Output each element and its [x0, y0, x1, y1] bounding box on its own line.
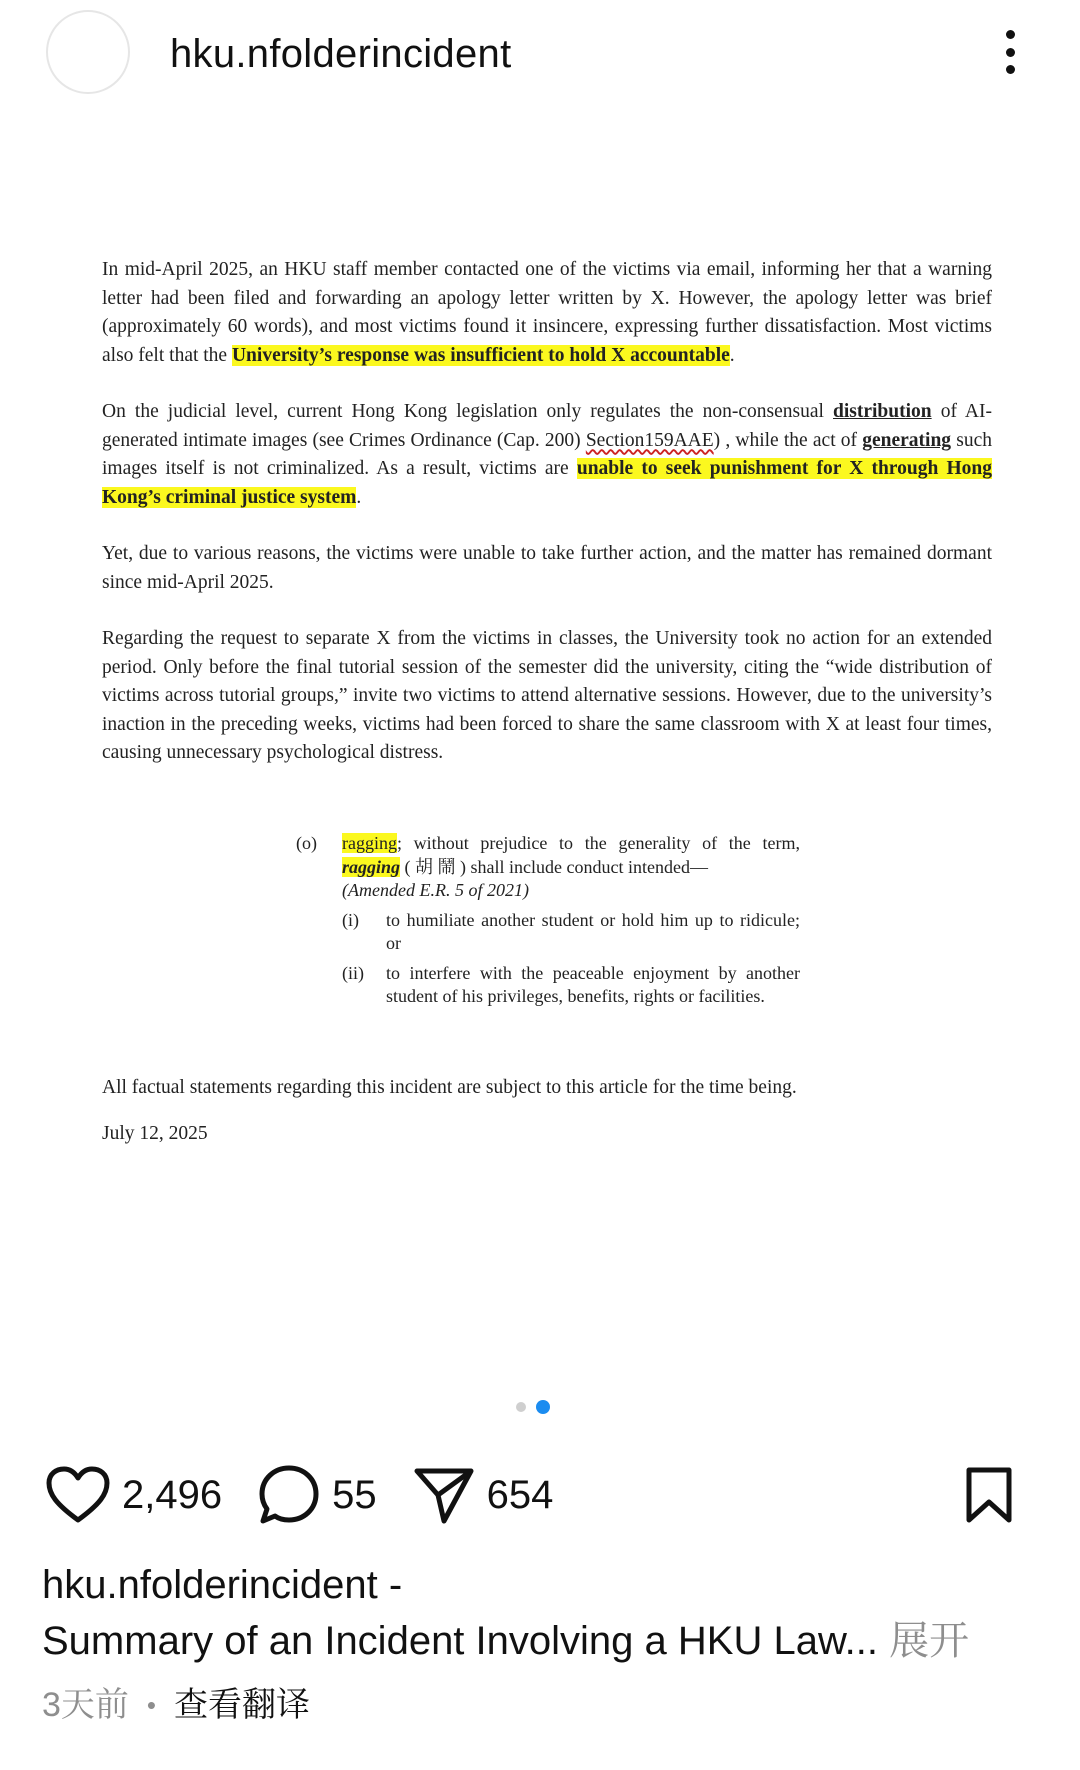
statute-item-text: to interfere with the peaceable enjoyment by another student of his privileges, benefits, rights or facilities. [386, 962, 800, 1006]
highlighted-text: unable to seek punishment for X through Hong Kong’s criminal justice system [102, 458, 992, 508]
paragraph-text: . [729, 344, 735, 366]
paragraph-classes: Regarding the request to separate X from the victims in classes, the University took no action for an extended period. Only before the final tutorial session of the semester did the university, citing the “wide distribution of victims across tutorial groups,” invite two victims to attend alternative sessions. However, due to the university’s inaction in the preceding weeks, victims had been forced to share the same classroom with X at least four times, causing unnecessary psychological distress. [102, 628, 992, 763]
statute-text: ( 胡 鬧 ) shall include conduct intended— [400, 856, 708, 877]
statute-term: ragging [342, 856, 401, 877]
share-button[interactable] [413, 1465, 554, 1525]
comment-icon [258, 1464, 320, 1526]
statute-amendment: (Amended E.R. 5 of 2021) [342, 880, 529, 900]
post-header [0, 0, 1080, 112]
underlined-text: distribution [833, 401, 932, 422]
document-closing [102, 1074, 992, 1166]
statute-item [342, 909, 800, 956]
meta-separator: • [146, 1690, 157, 1720]
like-count: 2,496 [122, 1472, 223, 1517]
statute-body [342, 832, 800, 903]
action-bar [46, 1460, 589, 1530]
paragraph-text: such images itself is not criminalized. As a result, victims are [102, 429, 992, 479]
caption-username[interactable]: hku.nfolderincident - [42, 1563, 403, 1607]
document-date: July 12, 2025 [102, 1123, 208, 1144]
see-translation-link[interactable]: 查看翻译 [174, 1686, 311, 1724]
section-reference: Section159AAE [585, 429, 714, 451]
caption [42, 1616, 1042, 1666]
paragraph-judicial [102, 398, 992, 512]
more-dot [1006, 30, 1015, 39]
statute-item-text: to humiliate another student or hold him up to ridicule; or [386, 909, 800, 953]
paragraph-text: ) , while the act of [713, 429, 863, 451]
save-button[interactable] [958, 1460, 1020, 1530]
statute-term: ragging [342, 833, 397, 853]
paragraph-dormant: Yet, due to various reasons, the victims were unable to take further action, and the matter has remained dormant since mid-April 2025. [102, 543, 992, 593]
post-time: 3天前 [42, 1686, 129, 1724]
carousel-dot [516, 1402, 526, 1412]
statute-excerpt [296, 832, 800, 1009]
comment-button[interactable] [258, 1464, 377, 1526]
statute-clause [296, 832, 800, 903]
paragraph-apology [102, 256, 992, 370]
document-page [102, 256, 992, 796]
expand-caption-link[interactable]: 展开 [889, 1619, 970, 1663]
more-options-icon[interactable] [990, 24, 1030, 80]
share-count: 654 [486, 1472, 554, 1517]
paragraph-text: In mid-April 2025, an HKU staff member contacted one of the victims via email, informing her that a warning letter had been filed and forwarding an apology letter written by X. However, the apology letter was brief (approximately 60 words), and most victims found it insincere, expressing further dissatisfaction. Most victims also felt that the [102, 259, 992, 366]
caption-text: Summary of an Incident Involving a HKU Law... [42, 1619, 878, 1663]
closing-statement: All factual statements regarding this incident are subject to this article for the time being. [102, 1077, 797, 1098]
paragraph-text: of AI-generated intimate images (see Crimes Ordinance (Cap. 200) [102, 401, 992, 451]
like-button[interactable] [46, 1466, 222, 1524]
highlighted-text: University’s response was insufficient to hold X accountable [231, 344, 730, 366]
send-icon [413, 1465, 475, 1525]
underlined-text: generating [862, 429, 952, 451]
statute-item [342, 962, 800, 1009]
heart-icon [46, 1466, 110, 1524]
carousel-indicator [516, 1400, 550, 1414]
carousel-dot-active [536, 1400, 550, 1414]
more-dot [1006, 65, 1015, 74]
more-dot [1006, 48, 1015, 57]
post-meta [42, 1682, 310, 1728]
paragraph-text: On the judicial level, current Hong Kong legislation only regulates the non-consensual [102, 401, 833, 422]
bookmark-icon [964, 1466, 1014, 1524]
statute-text: ; without prejudice to the generality of the term, [396, 833, 800, 853]
avatar[interactable] [46, 10, 130, 94]
paragraph-text: . [356, 486, 362, 508]
statute-label: (o) [296, 833, 317, 853]
header-username[interactable]: hku.nfolderincident [170, 32, 512, 76]
statute-item-label: (i) [342, 909, 359, 930]
statute-item-label: (ii) [342, 962, 364, 983]
comment-count: 55 [332, 1472, 377, 1517]
